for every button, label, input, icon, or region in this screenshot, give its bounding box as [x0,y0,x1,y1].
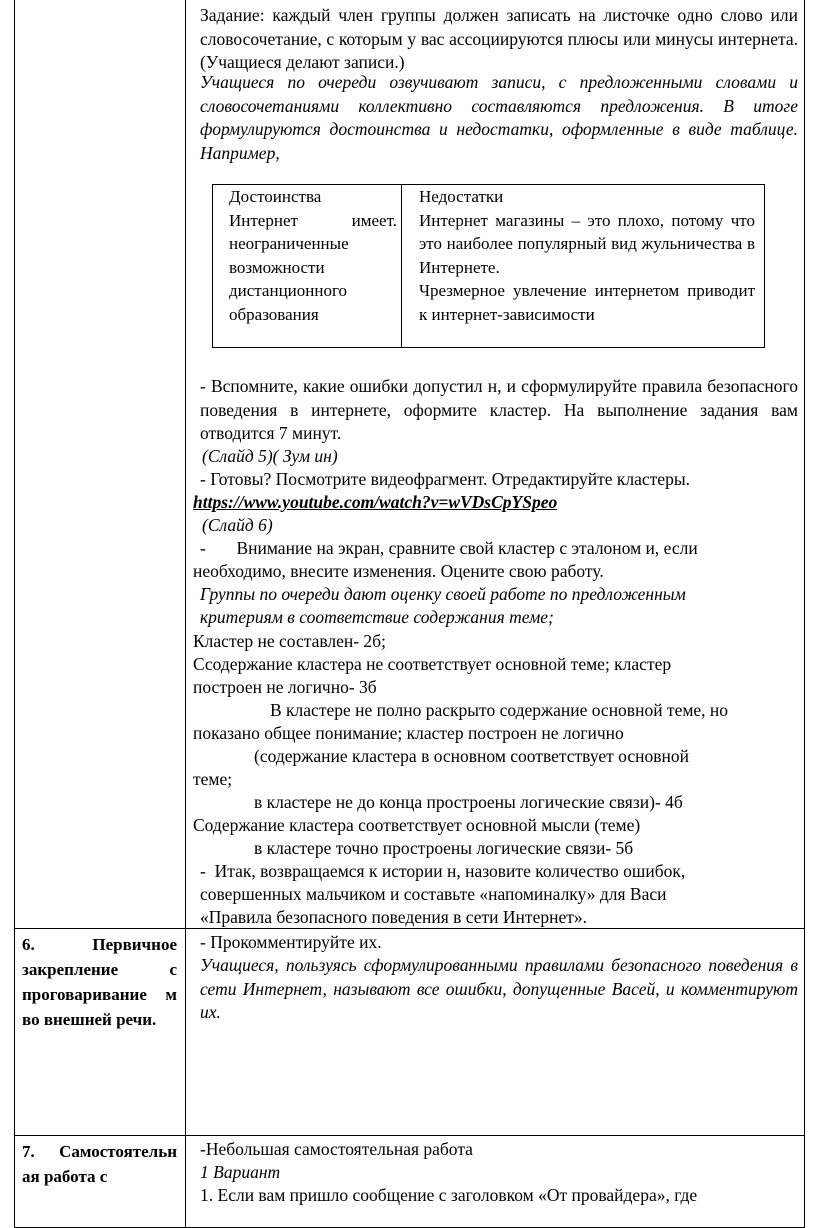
stage-6-label: 6. Первичное закрепление с проговаривание м во внешней речи. [22,935,177,1029]
back-line-3: «Правила безопасного поведения в сети Интернет». [200,907,587,927]
students-note: Учащиеся по очереди озвучивают записи, с предложенными словами и словосочетаниями коллективно составляются предложения. В итоге формулируются достоинства и недостатки, оформленные в виде таблице. Например, [200,72,798,163]
criterion-4-line-2: в кластере точно прострoены логические связи- 5б [254,838,634,858]
criterion-2-line-2: построен не логично- 3б [193,677,377,697]
cons-header: Недостатки [419,187,504,206]
attention-line-1: - Внимание на экран, сравните свой кластер с эталоном и, если [200,538,698,558]
pros-cell [229,185,397,326]
question-1: 1. Если вам пришло сообщение с заголовком «От провайдера», где [200,1185,698,1205]
pros-text: Интернет имеет. неограниченные возможности дистанционного образования [229,210,397,324]
task-paragraph: Задание: каждый член группы должен записать на листочке одно слово или словосочетание, с которым у вас ассоциируются плюсы или минусы интернета. (Учащиеся делают записи.) [200,5,798,72]
row6-students-note: Учащиеся, пользуясь сформулированными правилами безопасного поведения в сети Интернет, называют все ошибки, допущенные Васей, и комментируют их. [200,955,798,1022]
cons-cell [419,185,755,326]
pros-header: Достоинства [229,187,322,206]
cons-text-1: Интернет магазины – это плохо, потому что это наиболее популярный вид жульничества в Интернете. [419,210,755,277]
pros-cons-table [212,184,765,348]
remember-paragraph: - Вспомните, какие ошибки допустил н, и сформулируйте правила безопасного поведения в интернете, оформите кластер. На выполнение задания вам отводится 7 минут. [200,376,798,443]
independent-work-line: -Небольшая самостоятельная работа [200,1139,473,1159]
slide-6-note: (Слайд 6) [202,515,273,535]
criterion-2-line-1: Ссодержание кластера не соответствует основной теме; кластер [193,654,672,674]
slide-5-note: (Слайд 5)( Зум ин) [202,446,338,466]
back-line-2: совершенных мальчиком и составьте «напоминалку» для Васи [200,884,667,904]
variant-label: 1 Вариант [200,1162,281,1182]
row-divider-7 [14,1135,805,1136]
criterion-4-line-1: Содержание кластера соответствует основной мысли (теме) [193,815,641,835]
criterion-3-line-2: показано общее понимание; кластер построен не логично [193,723,624,743]
groups-line-2: критериям в соответствие содержания теме; [200,607,554,627]
back-line-1: - Итак, возвращаемся к истории н, назовите количество ошибок, [200,861,686,881]
comment-line: - Прокомментируйте их. [200,932,382,952]
ready-line: - Готовы? Посмотрите видеофрагмент. Отредактируйте кластеры. [200,469,690,489]
criterion-3-line-4: теме; [193,769,233,789]
pros-cons-divider [401,185,402,347]
criterion-1: Кластер не составлен- 2б; [193,631,386,651]
criterion-3-line-1: В кластере не полно раскрыто содержание основной теме, но [270,700,729,720]
criterion-3-line-5: в кластере не до конца прострoены логические связи)- 4б [254,792,683,812]
column-divider [185,0,186,1228]
criterion-3-line-3: (содержание кластера в основном соответствует основной [254,746,689,766]
cons-text-2: Чрезмерное увлечение интернетом приводит к интернет-зависимости [419,281,755,324]
groups-line-1: Группы по очереди дают оценку своей работе по предложенным [200,584,686,604]
video-link[interactable]: https://www.youtube.com/watch?v=wVDsCpYSpeo [193,492,558,512]
attention-line-2: необходимо, внесите изменения. Оцените свою работу. [193,561,604,581]
stage-7-label: 7. Самостоятельн ая работа с [22,1142,177,1186]
